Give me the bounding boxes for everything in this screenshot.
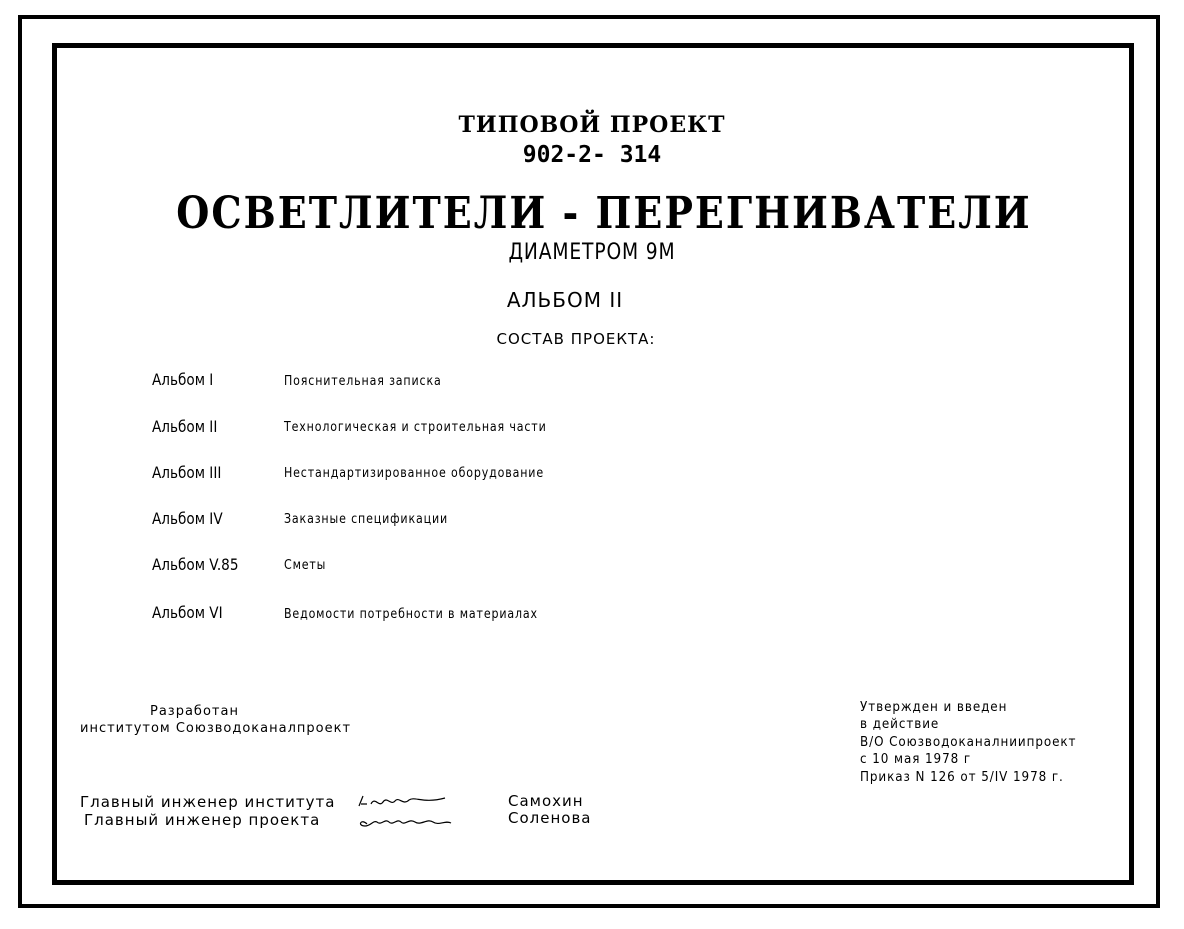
signature-name: Соленова — [508, 809, 592, 827]
album-description: Пояснительная записка — [284, 374, 442, 389]
project-number: 902-2- 314 — [522, 142, 662, 168]
album-heading: АЛЬБОМ II — [506, 288, 624, 312]
composition-heading: СОСТАВ ПРОЕКТА: — [496, 330, 656, 348]
album-description: Технологическая и строительная части — [284, 420, 547, 435]
approval-line: Утвержден и введен — [860, 700, 1008, 715]
album-label: Альбом II — [152, 417, 218, 436]
album-label: Альбом I — [152, 370, 214, 389]
album-label: Альбом V.85 — [152, 555, 239, 574]
signature-name: Самохин — [508, 792, 584, 810]
approval-line: в действие — [860, 717, 940, 732]
handwritten-signatures — [353, 792, 463, 832]
album-label: Альбом IV — [152, 509, 223, 528]
developer-label: Разработан — [150, 704, 239, 719]
approval-line: с 10 мая 1978 г — [860, 752, 972, 767]
approval-line: Приказ N 126 от 5/IV 1978 г. — [860, 770, 1064, 785]
album-description: Нестандартизированное оборудование — [284, 466, 544, 481]
document-subtitle: ДИАМЕТРОМ 9М — [508, 240, 676, 265]
approval-line: В/О Союзводоканалниипроект — [860, 735, 1077, 750]
signature-role: Главный инженер проекта — [84, 811, 321, 829]
signature-role: Главный инженер института — [80, 793, 336, 811]
album-label: Альбом III — [152, 463, 222, 482]
album-description: Заказные спецификации — [284, 512, 449, 527]
album-description: Сметы — [284, 558, 327, 573]
album-description: Ведомости потребности в материалах — [284, 607, 538, 622]
project-type: ТИПОВОЙ ПРОЕКТ — [458, 112, 726, 138]
document-title: ОСВЕТЛИТЕЛИ - ПЕРЕГНИВАТЕЛИ — [176, 186, 1032, 239]
developer-institute: институтом Союзводоканалпроект — [80, 721, 352, 736]
album-label: Альбом VI — [152, 603, 223, 622]
